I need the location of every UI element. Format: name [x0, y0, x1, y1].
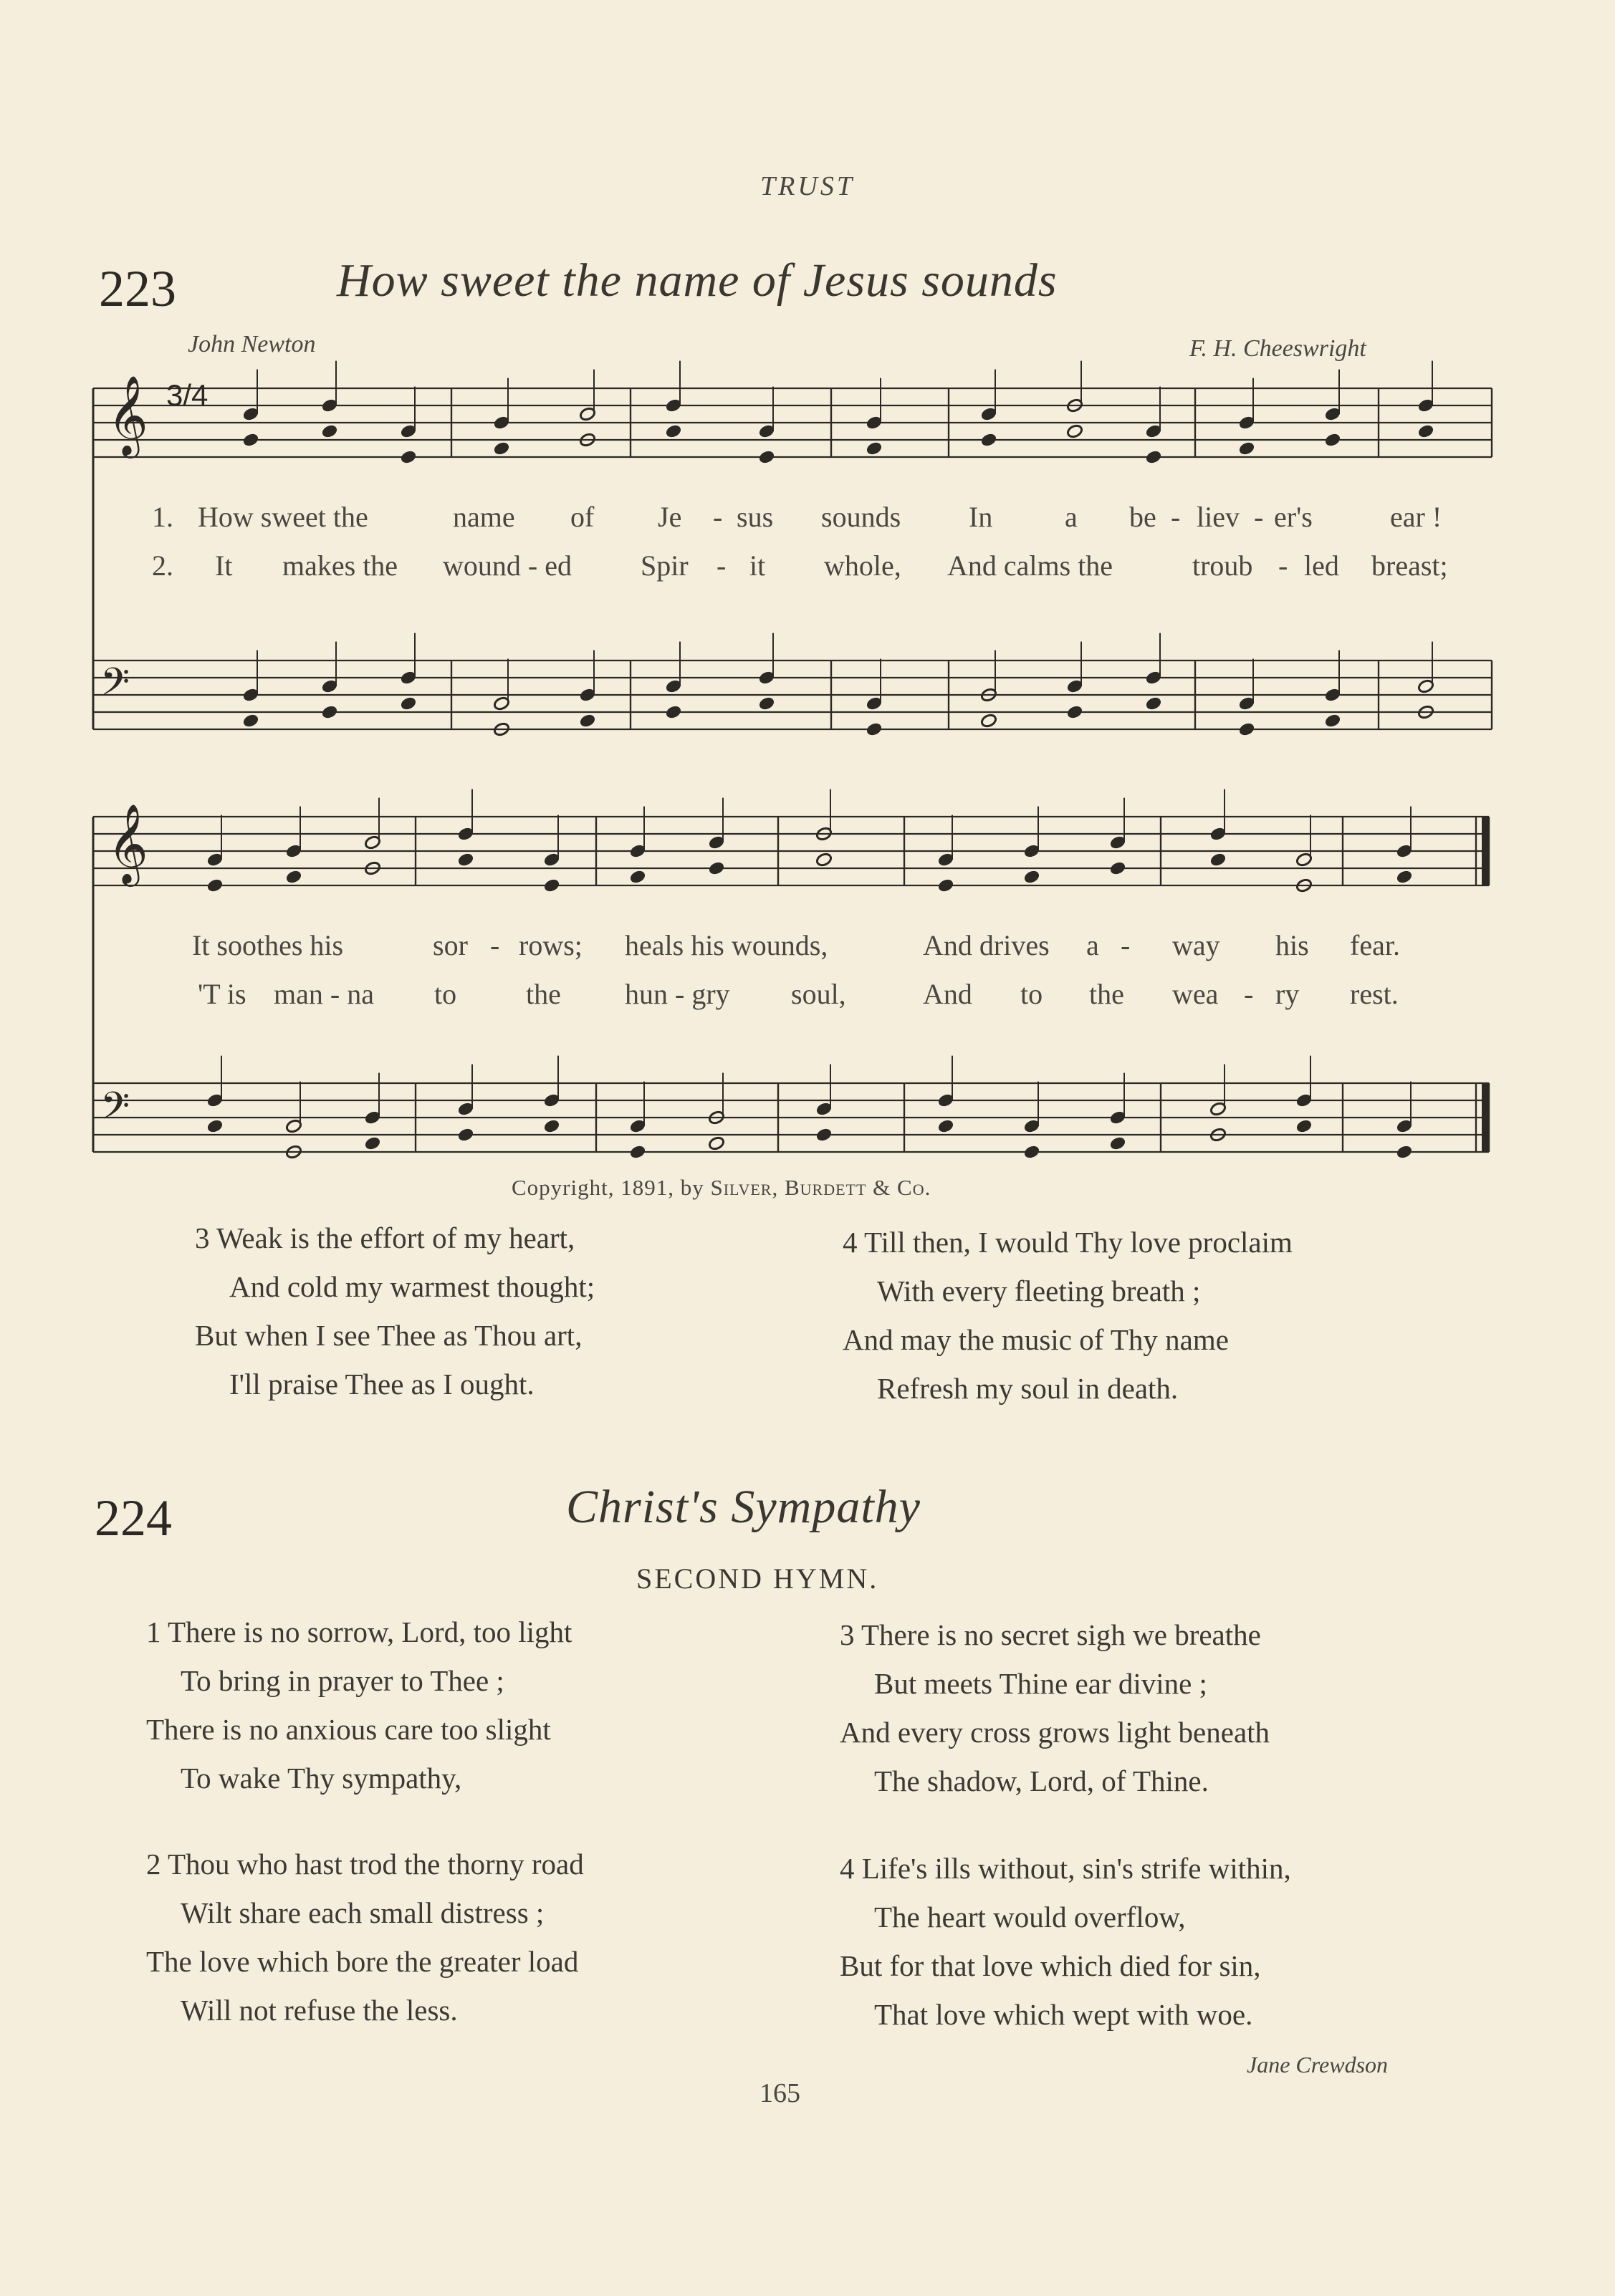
- hymn-223-verse-4: [843, 1218, 1293, 1413]
- bass-2-note: [629, 1144, 646, 1159]
- lyric-s1-l2-4: Spir: [641, 549, 689, 582]
- verse-number: 1: [146, 1615, 161, 1648]
- bass-1-note: [665, 704, 682, 719]
- hymn-224-verse-4: [840, 1844, 1291, 2039]
- verse-line: Thou who hast trod the thorny road: [168, 1848, 584, 1880]
- lyric-s1-l2-8: And calms the: [947, 549, 1113, 582]
- verse-line: The love which bore the greater load: [146, 1945, 579, 1978]
- verse-line: That love which wept with woe.: [874, 1998, 1253, 2031]
- treble-1-note: [866, 441, 883, 456]
- treble-2-note: [1209, 852, 1227, 867]
- lyric-s1-l1-8: In: [969, 501, 993, 533]
- bass-1-note: [758, 696, 775, 711]
- final-barline: [1482, 1083, 1489, 1152]
- treble-1-note: [1324, 432, 1341, 447]
- lyric-s1-l1-13: -: [1254, 501, 1264, 533]
- time-signature-treble: 3/4: [166, 378, 209, 412]
- hymn-224-title: Christ's Sympathy: [566, 1481, 921, 1533]
- treble-1-note: [1145, 449, 1162, 464]
- lyric-s2-l2-0: 'T is: [198, 978, 246, 1010]
- verse-line: There is no anxious care too slight: [146, 1713, 551, 1746]
- lyric-s2-l1-9: his: [1275, 929, 1309, 961]
- lyric-s2-l1-2: -: [490, 929, 500, 961]
- lyric-s2-l2-9: wea: [1172, 978, 1219, 1010]
- verse-line: But for that love which died for sin,: [840, 1949, 1261, 1982]
- verse-number: 3: [840, 1618, 855, 1651]
- bass-1-note: [866, 721, 883, 736]
- lyric-s2-l2-11: ry: [1275, 978, 1300, 1010]
- treble-1-note: [321, 423, 338, 438]
- lyric-s1-l1-7: sounds: [821, 501, 901, 533]
- verse-line: With every fleeting breath ;: [877, 1274, 1201, 1307]
- verse-line: Life's ills without, sin's strife within,: [861, 1852, 1291, 1885]
- lyric-s1-l2-11: led: [1304, 549, 1339, 582]
- bass-2-note: [1295, 1118, 1313, 1133]
- treble-1-note: [980, 432, 997, 447]
- verse-line: Will not refuse the less.: [181, 1994, 458, 2027]
- treble-2-note: [1396, 869, 1413, 884]
- lyric-s2-l1-1: sor: [433, 929, 468, 961]
- lyric-s1-l2-5: -: [717, 549, 727, 582]
- lyric-s1-l1-14: er's: [1274, 501, 1313, 533]
- bass-2-note: [937, 1118, 954, 1133]
- hymn-224-verse-2: [146, 1840, 584, 2035]
- copyright-publisher: Silver, Burdett & Co.: [710, 1175, 931, 1200]
- bass-2-note: [457, 1127, 474, 1142]
- treble-1-note: [1066, 423, 1083, 438]
- treble-clef-icon: 𝄞: [107, 375, 148, 455]
- hymn-224-verse-1: [146, 1608, 572, 1802]
- bass-1-note: [1324, 713, 1341, 728]
- verse-line: But meets Thine ear divine ;: [874, 1667, 1207, 1700]
- final-barline: [1482, 817, 1489, 885]
- verse-line: And cold my warmest thought;: [229, 1270, 595, 1303]
- lyric-s1-l1-4: Je: [658, 501, 682, 533]
- verse-line: But when I see Thee as Thou art,: [195, 1319, 583, 1352]
- verse-line: Till then, I would Thy love proclaim: [864, 1226, 1293, 1259]
- hymn-224-subtitle: SECOND HYMN.: [636, 1562, 879, 1595]
- verse-line: Weak is the effort of my heart,: [216, 1221, 575, 1254]
- lyric-s1-l1-9: a: [1065, 501, 1078, 533]
- copyright-line: [512, 1175, 931, 1201]
- treble-1-note: [400, 449, 417, 464]
- bass-2-note: [364, 1135, 381, 1151]
- hymn-223-title: How sweet the name of Jesus sounds: [337, 254, 1058, 307]
- treble-2-note: [815, 852, 833, 867]
- lyric-s1-l1-11: -: [1171, 501, 1181, 533]
- treble-2-note: [206, 878, 224, 893]
- lyric-s1-l1-6: sus: [737, 501, 774, 533]
- bass-1-note: [1066, 704, 1083, 719]
- lyric-s2-l1-0: It soothes his: [192, 929, 344, 961]
- verse-number: 2: [146, 1848, 161, 1880]
- bass-1-note: [400, 696, 417, 711]
- lyric-s1-l1-3: of: [570, 501, 595, 533]
- treble-2-note: [285, 869, 302, 884]
- verse-line: To wake Thy sympathy,: [181, 1762, 462, 1795]
- lyric-s2-l2-6: And: [923, 978, 972, 1010]
- lyric-s1-l2-7: whole,: [824, 549, 901, 582]
- bass-clef-icon: 𝄢: [100, 661, 130, 714]
- lyric-s1-l2-9: troub: [1192, 549, 1253, 582]
- bass-1-note: [1145, 696, 1162, 711]
- lyric-s1-l2-3: wound - ed: [443, 549, 572, 582]
- lyric-s2-l2-2: to: [434, 978, 457, 1010]
- lyric-s2-l2-3: the: [526, 978, 561, 1010]
- treble-2-note: [937, 878, 954, 893]
- treble-1-note: [1238, 441, 1255, 456]
- bass-1-note: [321, 704, 338, 719]
- lyric-s2-l2-7: to: [1020, 978, 1043, 1010]
- lyric-s1-l2-12: breast;: [1371, 549, 1448, 582]
- verse-line: I'll praise Thee as I ought.: [229, 1368, 535, 1401]
- verse-number: 4: [843, 1226, 858, 1259]
- lyric-s2-l2-12: rest.: [1350, 978, 1399, 1010]
- bass-1-note: [980, 713, 997, 728]
- lyric-s2-l1-7: -: [1121, 929, 1131, 961]
- lyric-s1-l1-2: name: [453, 501, 515, 533]
- lyric-s2-l2-8: the: [1089, 978, 1124, 1010]
- lyric-s2-l2-10: -: [1244, 978, 1254, 1010]
- treble-1-note: [242, 432, 259, 447]
- lyric-s1-l2-0: 2.: [152, 549, 173, 582]
- treble-2-note: [457, 852, 474, 867]
- lyric-s1-l2-10: -: [1278, 549, 1288, 582]
- treble-2-note: [629, 869, 646, 884]
- verse-line: There is no sorrow, Lord, too light: [168, 1615, 572, 1648]
- hymn-223-composer: F. H. Cheeswright: [1189, 335, 1366, 362]
- bass-1-note: [242, 713, 259, 728]
- hymn-224-verse-3: [840, 1610, 1270, 1805]
- verse-number: 3: [195, 1221, 210, 1254]
- verse-number: 4: [840, 1852, 855, 1885]
- treble-1-note: [493, 441, 510, 456]
- lyric-s2-l1-8: way: [1172, 929, 1220, 961]
- hymn-223-author: John Newton: [188, 331, 316, 357]
- lyric-s1-l2-2: makes the: [282, 549, 398, 582]
- section-header: TRUST: [760, 171, 855, 201]
- bass-2-note: [815, 1127, 833, 1142]
- lyric-s2-l1-6: a: [1086, 929, 1099, 961]
- lyric-s1-l1-10: be: [1129, 501, 1156, 533]
- lyric-s2-l2-1: man - na: [274, 978, 374, 1010]
- hymn-224-author: Jane Crewdson: [1247, 2052, 1389, 2078]
- verse-line: And may the music of Thy name: [843, 1323, 1229, 1356]
- verse-line: There is no secret sigh we breathe: [861, 1618, 1261, 1651]
- bass-2-note: [543, 1118, 560, 1133]
- treble-2-note: [1023, 869, 1040, 884]
- hymn-223-number: 223: [99, 260, 176, 317]
- verse-line: The shadow, Lord, of Thine.: [874, 1764, 1209, 1797]
- lyric-s2-l2-5: soul,: [791, 978, 846, 1010]
- page-number: 165: [759, 2078, 800, 2108]
- lyric-s1-l2-6: it: [749, 549, 766, 582]
- lyric-s1-l1-1: How sweet the: [198, 501, 368, 533]
- treble-1-note: [1417, 423, 1434, 438]
- hymn-223-verse-3: [195, 1214, 595, 1408]
- verse-line: The heart would overflow,: [874, 1901, 1186, 1934]
- verse-line: Refresh my soul in death.: [877, 1372, 1179, 1405]
- verse-line: To bring in prayer to Thee ;: [181, 1664, 504, 1697]
- bass-1-note: [579, 713, 596, 728]
- verse-line: Wilt share each small distress ;: [181, 1896, 545, 1929]
- treble-1-note: [758, 449, 775, 464]
- hymn-224-number: 224: [95, 1489, 172, 1547]
- treble-clef-icon: 𝄞: [107, 803, 148, 883]
- bass-clef-icon: 𝄢: [100, 1085, 130, 1138]
- treble-1-note: [665, 423, 682, 438]
- treble-2-note: [1109, 860, 1126, 875]
- bass-2-note: [1396, 1144, 1413, 1159]
- lyric-s1-l1-12: liev: [1197, 501, 1240, 533]
- lyric-s2-l1-5: And drives: [923, 929, 1050, 961]
- lyric-s1-l2-1: It: [215, 549, 233, 582]
- lyric-s2-l1-3: rows;: [519, 929, 583, 961]
- bass-2-note: [708, 1135, 725, 1151]
- lyric-s1-l1-0: 1.: [152, 501, 173, 533]
- lyric-s2-l2-4: hun - gry: [625, 978, 730, 1010]
- bass-2-note: [206, 1118, 224, 1133]
- lyric-s2-l1-10: fear.: [1350, 929, 1400, 961]
- copyright-prefix: Copyright, 1891, by: [512, 1175, 711, 1200]
- treble-2-note: [708, 860, 725, 875]
- treble-2-note: [543, 878, 560, 893]
- bass-1-note: [1238, 721, 1255, 736]
- lyric-s1-l1-15: ear !: [1390, 501, 1442, 533]
- lyric-s1-l1-5: -: [713, 501, 723, 533]
- verse-line: And every cross grows light beneath: [840, 1716, 1270, 1749]
- bass-2-note: [1109, 1135, 1126, 1151]
- bass-2-note: [1023, 1144, 1040, 1159]
- lyric-s2-l1-4: heals his wounds,: [625, 929, 828, 961]
